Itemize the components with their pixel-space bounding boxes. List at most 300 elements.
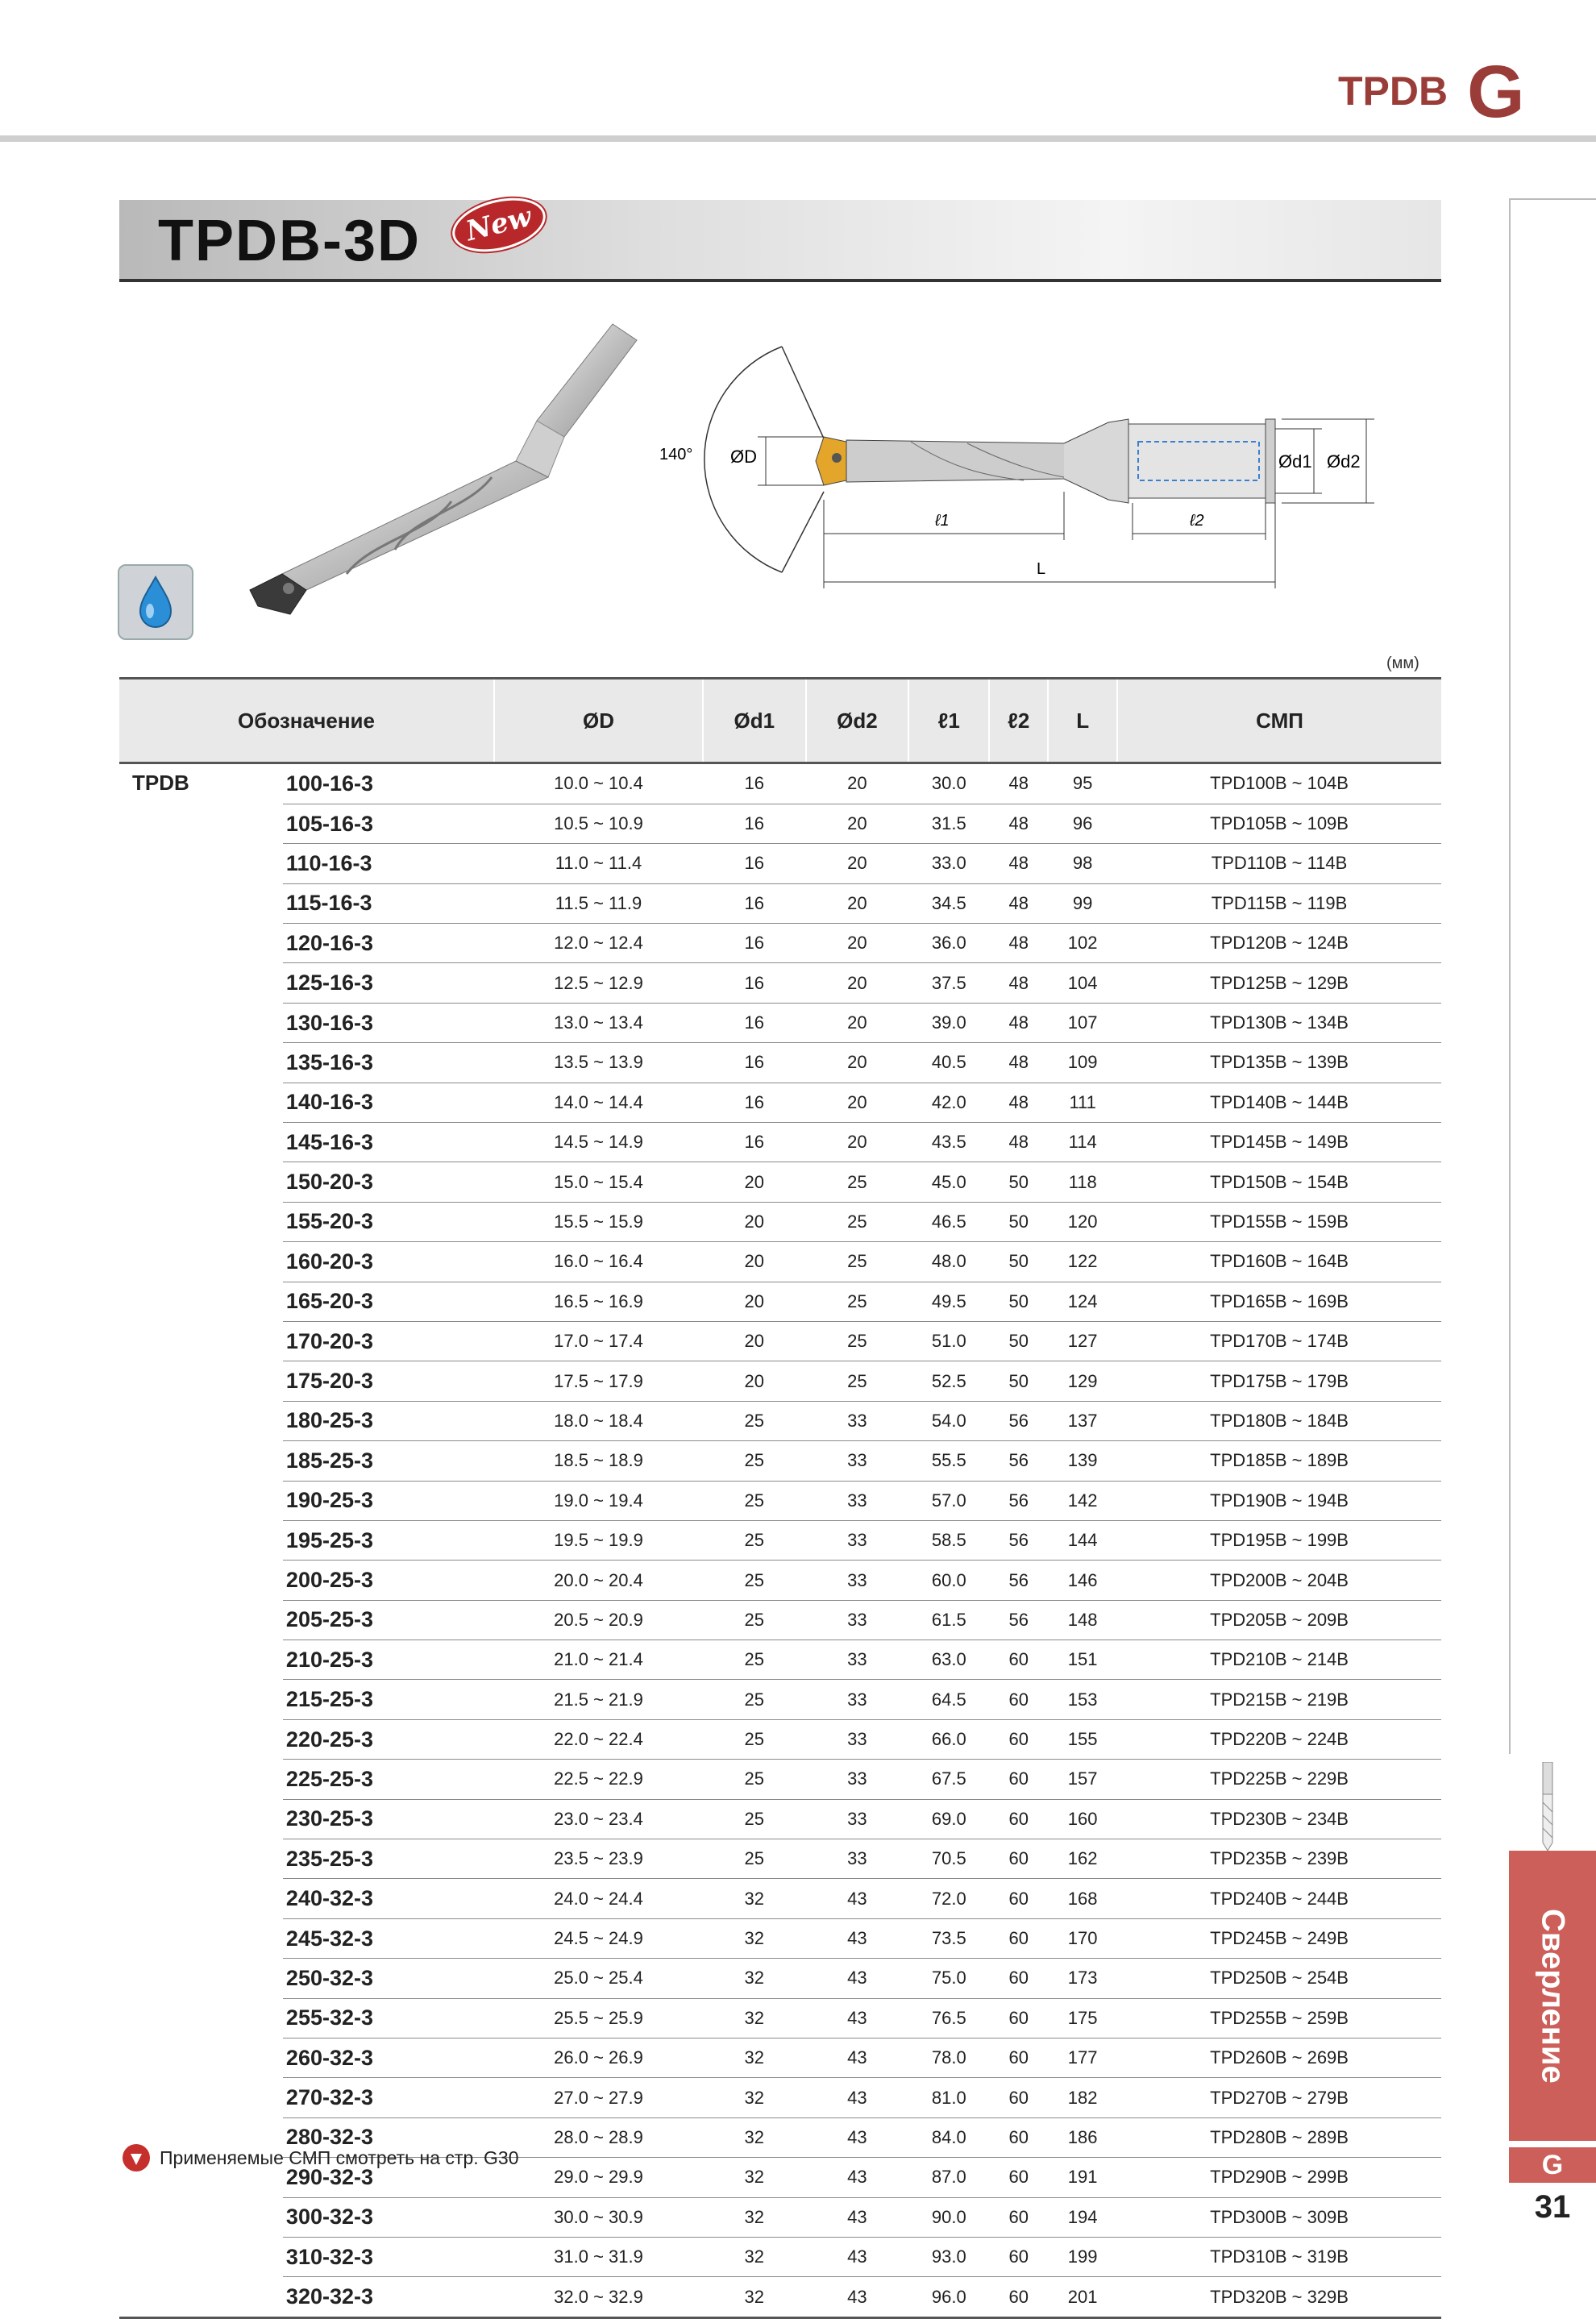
- cell-D: 23.5 ~ 23.9: [494, 1839, 703, 1879]
- cell-insert: TPD300B ~ 309B: [1117, 2197, 1441, 2237]
- table-row: [119, 1600, 1441, 1640]
- cell-l1: 66.0: [908, 1719, 989, 1759]
- cell-d2: 33: [806, 1441, 909, 1481]
- cell-L: 122: [1048, 1242, 1117, 1282]
- cell-D: 19.5 ~ 19.9: [494, 1520, 703, 1560]
- angle-label: 140°: [659, 446, 693, 463]
- cell-code: 220-25-3: [283, 1719, 494, 1759]
- cell-code: 115-16-3: [283, 883, 494, 923]
- cell-insert: TPD190B ~ 194B: [1117, 1481, 1441, 1520]
- cell-d2: 43: [806, 1879, 909, 1918]
- cell-code: 245-32-3: [283, 1918, 494, 1958]
- table-row: [119, 1640, 1441, 1680]
- dim-d2-label: Ød2: [1327, 451, 1361, 472]
- cell-d1: 32: [703, 2237, 806, 2276]
- cell-insert: TPD185B ~ 189B: [1117, 1441, 1441, 1481]
- cell-L: 139: [1048, 1441, 1117, 1481]
- cell-code: 280-32-3: [283, 2117, 494, 2157]
- cell-d2: 25: [806, 1321, 909, 1361]
- cell-insert: TPD290B ~ 299B: [1117, 2158, 1441, 2197]
- table-body: [119, 763, 1441, 2318]
- series-group-cell: [119, 1998, 283, 2038]
- cell-code: 300-32-3: [283, 2197, 494, 2237]
- header-section-letter: G: [1467, 51, 1525, 133]
- cell-l1: 49.5: [908, 1282, 989, 1321]
- dim-l2-label: ℓ2: [1190, 512, 1204, 530]
- cell-D: 10.5 ~ 10.9: [494, 804, 703, 843]
- series-group-cell: [119, 1680, 283, 1719]
- cell-code: 150-20-3: [283, 1162, 494, 1202]
- series-group-cell: [119, 963, 283, 1003]
- cell-code: 205-25-3: [283, 1600, 494, 1640]
- cell-d2: 33: [806, 1401, 909, 1440]
- series-group-cell: [119, 1520, 283, 1560]
- table-row: [119, 963, 1441, 1003]
- series-group-cell: [119, 1719, 283, 1759]
- cell-d2: 43: [806, 1998, 909, 2038]
- header-insert: СМП: [1117, 679, 1441, 763]
- cell-l1: 61.5: [908, 1600, 989, 1640]
- cell-l2: 48: [989, 844, 1048, 883]
- cell-l1: 84.0: [908, 2117, 989, 2157]
- series-group-cell: [119, 2237, 283, 2276]
- cell-l1: 64.5: [908, 1680, 989, 1719]
- cell-d2: 33: [806, 1719, 909, 1759]
- cell-l1: 39.0: [908, 1003, 989, 1042]
- header-series-code: TPDB: [1338, 69, 1448, 114]
- cell-insert: TPD120B ~ 124B: [1117, 924, 1441, 963]
- cell-d2: 20: [806, 963, 909, 1003]
- cell-l1: 40.5: [908, 1043, 989, 1083]
- cell-d1: 25: [703, 1760, 806, 1799]
- cell-d1: 25: [703, 1561, 806, 1600]
- series-group-cell: [119, 1481, 283, 1520]
- series-group-cell: [119, 1600, 283, 1640]
- cell-L: 96: [1048, 804, 1117, 843]
- dim-D-label: ØD: [730, 447, 757, 467]
- cell-L: 107: [1048, 1003, 1117, 1042]
- cell-l1: 34.5: [908, 883, 989, 923]
- cell-code: 125-16-3: [283, 963, 494, 1003]
- cell-l2: 48: [989, 804, 1048, 843]
- cell-L: 104: [1048, 963, 1117, 1003]
- cell-d2: 20: [806, 844, 909, 883]
- table-row: [119, 2277, 1441, 2318]
- cell-d1: 25: [703, 1839, 806, 1879]
- cell-code: 290-32-3: [283, 2158, 494, 2197]
- cell-d1: 16: [703, 1003, 806, 1042]
- cell-insert: TPD110B ~ 114B: [1117, 844, 1441, 883]
- cell-d1: 32: [703, 2078, 806, 2117]
- cell-insert: TPD270B ~ 279B: [1117, 2078, 1441, 2117]
- cell-d1: 32: [703, 1918, 806, 1958]
- cell-l1: 75.0: [908, 1959, 989, 1998]
- series-group-cell: [119, 1918, 283, 1958]
- table-row: [119, 1879, 1441, 1918]
- cell-d2: 20: [806, 763, 909, 804]
- cell-code: 130-16-3: [283, 1003, 494, 1042]
- cell-D: 15.5 ~ 15.9: [494, 1202, 703, 1241]
- cell-l2: 60: [989, 1640, 1048, 1680]
- series-group-cell: [119, 1043, 283, 1083]
- cell-l2: 60: [989, 1839, 1048, 1879]
- cell-l1: 90.0: [908, 2197, 989, 2237]
- cell-insert: TPD210B ~ 214B: [1117, 1640, 1441, 1680]
- cell-D: 12.5 ~ 12.9: [494, 963, 703, 1003]
- cell-code: 225-25-3: [283, 1760, 494, 1799]
- table-row: [119, 2078, 1441, 2117]
- series-group-cell: [119, 1242, 283, 1282]
- table-row: [119, 1162, 1441, 1202]
- cell-L: 201: [1048, 2277, 1117, 2318]
- table-row: [119, 844, 1441, 883]
- cell-insert: TPD245B ~ 249B: [1117, 1918, 1441, 1958]
- cell-code: 155-20-3: [283, 1202, 494, 1241]
- cell-code: 190-25-3: [283, 1481, 494, 1520]
- cell-d2: 33: [806, 1640, 909, 1680]
- cell-L: 186: [1048, 2117, 1117, 2157]
- cell-d1: 25: [703, 1441, 806, 1481]
- cell-l2: 48: [989, 924, 1048, 963]
- cell-code: 120-16-3: [283, 924, 494, 963]
- drill-bit-icon: [1532, 1762, 1564, 1851]
- table-row: [119, 1680, 1441, 1719]
- cell-d2: 43: [806, 2078, 909, 2117]
- cell-d2: 33: [806, 1839, 909, 1879]
- cell-l1: 45.0: [908, 1162, 989, 1202]
- cell-l1: 60.0: [908, 1561, 989, 1600]
- cell-d1: 32: [703, 2038, 806, 2078]
- cell-insert: TPD195B ~ 199B: [1117, 1520, 1441, 1560]
- cell-L: 182: [1048, 2078, 1117, 2117]
- cell-L: 173: [1048, 1959, 1117, 1998]
- cell-l2: 50: [989, 1282, 1048, 1321]
- series-group-cell: [119, 1640, 283, 1680]
- cell-L: 153: [1048, 1680, 1117, 1719]
- cell-L: 98: [1048, 844, 1117, 883]
- cell-d2: 43: [806, 1918, 909, 1958]
- cell-l1: 69.0: [908, 1799, 989, 1839]
- cell-l2: 56: [989, 1441, 1048, 1481]
- table-row: [119, 1043, 1441, 1083]
- cell-insert: TPD255B ~ 259B: [1117, 1998, 1441, 2038]
- cell-d1: 16: [703, 1043, 806, 1083]
- header-D: ØD: [494, 679, 703, 763]
- title-underline: [119, 279, 1441, 282]
- series-group-cell: [119, 1282, 283, 1321]
- series-group-cell: [119, 1839, 283, 1879]
- spec-table: [119, 677, 1441, 2319]
- cell-l2: 48: [989, 963, 1048, 1003]
- series-group-cell: [119, 844, 283, 883]
- cell-l1: 73.5: [908, 1918, 989, 1958]
- cell-D: 21.5 ~ 21.9: [494, 1680, 703, 1719]
- table-row: [119, 1242, 1441, 1282]
- table-row: [119, 804, 1441, 843]
- cell-l1: 58.5: [908, 1520, 989, 1560]
- table-row: [119, 1083, 1441, 1122]
- cell-d2: 43: [806, 2117, 909, 2157]
- cell-l1: 96.0: [908, 2277, 989, 2318]
- cell-d2: 20: [806, 1003, 909, 1042]
- series-group-cell: [119, 1361, 283, 1401]
- table-row: [119, 1998, 1441, 2038]
- cell-insert: TPD220B ~ 224B: [1117, 1719, 1441, 1759]
- cell-d2: 33: [806, 1799, 909, 1839]
- cell-d1: 25: [703, 1719, 806, 1759]
- cell-code: 215-25-3: [283, 1680, 494, 1719]
- cell-insert: TPD150B ~ 154B: [1117, 1162, 1441, 1202]
- cell-insert: TPD250B ~ 254B: [1117, 1959, 1441, 1998]
- header-l2: ℓ2: [989, 679, 1048, 763]
- cell-code: 180-25-3: [283, 1401, 494, 1440]
- table-row: [119, 2038, 1441, 2078]
- cell-d2: 33: [806, 1561, 909, 1600]
- cell-d2: 43: [806, 1959, 909, 1998]
- table-row: [119, 1520, 1441, 1560]
- cell-L: 144: [1048, 1520, 1117, 1560]
- cell-insert: TPD235B ~ 239B: [1117, 1839, 1441, 1879]
- cell-d1: 20: [703, 1162, 806, 1202]
- table-row: [119, 1799, 1441, 1839]
- cell-D: 18.5 ~ 18.9: [494, 1441, 703, 1481]
- cell-D: 26.0 ~ 26.9: [494, 2038, 703, 2078]
- product-title: TPDB-3D: [158, 209, 422, 273]
- cell-l2: 60: [989, 2038, 1048, 2078]
- cell-L: 175: [1048, 1998, 1117, 2038]
- cell-D: 22.0 ~ 22.4: [494, 1719, 703, 1759]
- cell-l2: 50: [989, 1321, 1048, 1361]
- cell-l2: 48: [989, 883, 1048, 923]
- cell-l1: 57.0: [908, 1481, 989, 1520]
- cell-insert: TPD180B ~ 184B: [1117, 1401, 1441, 1440]
- cell-d2: 20: [806, 804, 909, 843]
- cell-d2: 33: [806, 1520, 909, 1560]
- cell-l1: 48.0: [908, 1242, 989, 1282]
- cell-L: 95: [1048, 763, 1117, 804]
- cell-d1: 32: [703, 2277, 806, 2318]
- series-group-cell: [119, 1401, 283, 1440]
- cell-code: 230-25-3: [283, 1799, 494, 1839]
- cell-D: 20.0 ~ 20.4: [494, 1561, 703, 1600]
- cell-D: 24.0 ~ 24.4: [494, 1879, 703, 1918]
- cell-D: 11.5 ~ 11.9: [494, 883, 703, 923]
- cell-l2: 60: [989, 1719, 1048, 1759]
- cell-l2: 60: [989, 2277, 1048, 2318]
- table-row: [119, 1839, 1441, 1879]
- cell-l1: 76.5: [908, 1998, 989, 2038]
- cell-D: 16.5 ~ 16.9: [494, 1282, 703, 1321]
- cell-d1: 16: [703, 924, 806, 963]
- cell-code: 165-20-3: [283, 1282, 494, 1321]
- table-row: [119, 1003, 1441, 1042]
- cell-insert: TPD280B ~ 289B: [1117, 2117, 1441, 2157]
- cell-l1: 93.0: [908, 2237, 989, 2276]
- cell-L: 194: [1048, 2197, 1117, 2237]
- footnote: Применяемые СМП смотреть на стр. G30: [160, 2147, 519, 2168]
- cell-d1: 32: [703, 2158, 806, 2197]
- series-group-cell: [119, 1760, 283, 1799]
- cell-d2: 43: [806, 2158, 909, 2197]
- coolant-icon-box: [118, 564, 193, 640]
- series-group-cell: [119, 1202, 283, 1241]
- cell-D: 25.0 ~ 25.4: [494, 1959, 703, 1998]
- cell-L: 168: [1048, 1879, 1117, 1918]
- cell-code: 105-16-3: [283, 804, 494, 843]
- cell-L: 162: [1048, 1839, 1117, 1879]
- cell-d1: 20: [703, 1321, 806, 1361]
- cell-d2: 20: [806, 1083, 909, 1122]
- table-row: [119, 1719, 1441, 1759]
- cell-l2: 60: [989, 2237, 1048, 2276]
- cell-d2: 33: [806, 1481, 909, 1520]
- cell-code: 210-25-3: [283, 1640, 494, 1680]
- water-drop-icon: [119, 566, 192, 638]
- cell-insert: TPD200B ~ 204B: [1117, 1561, 1441, 1600]
- cell-d1: 16: [703, 963, 806, 1003]
- cell-D: 29.0 ~ 29.9: [494, 2158, 703, 2197]
- table-row: [119, 1202, 1441, 1241]
- cell-d1: 20: [703, 1361, 806, 1401]
- cell-code: 195-25-3: [283, 1520, 494, 1560]
- header-L: L: [1048, 679, 1117, 763]
- cell-d1: 16: [703, 844, 806, 883]
- cell-D: 10.0 ~ 10.4: [494, 763, 703, 804]
- cell-d1: 25: [703, 1520, 806, 1560]
- cell-code: 110-16-3: [283, 844, 494, 883]
- cell-D: 21.0 ~ 21.4: [494, 1640, 703, 1680]
- cell-l1: 30.0: [908, 763, 989, 804]
- cell-l2: 56: [989, 1520, 1048, 1560]
- cell-code: 255-32-3: [283, 1998, 494, 2038]
- cell-d1: 20: [703, 1282, 806, 1321]
- cell-d2: 25: [806, 1162, 909, 1202]
- cell-insert: TPD135B ~ 139B: [1117, 1043, 1441, 1083]
- cell-l2: 48: [989, 1003, 1048, 1042]
- cell-l2: 48: [989, 763, 1048, 804]
- cell-l1: 54.0: [908, 1401, 989, 1440]
- cell-d2: 20: [806, 1043, 909, 1083]
- cell-insert: TPD145B ~ 149B: [1117, 1123, 1441, 1162]
- cell-d2: 43: [806, 2038, 909, 2078]
- cell-L: 118: [1048, 1162, 1117, 1202]
- cell-insert: TPD130B ~ 134B: [1117, 1003, 1441, 1042]
- cell-D: 24.5 ~ 24.9: [494, 1918, 703, 1958]
- cell-L: 199: [1048, 2237, 1117, 2276]
- cell-L: 148: [1048, 1600, 1117, 1640]
- cell-code: 235-25-3: [283, 1839, 494, 1879]
- cell-code: 270-32-3: [283, 2078, 494, 2117]
- cell-L: 99: [1048, 883, 1117, 923]
- cell-l2: 60: [989, 1959, 1048, 1998]
- cell-insert: TPD310B ~ 319B: [1117, 2237, 1441, 2276]
- cell-l2: 60: [989, 2197, 1048, 2237]
- cell-l2: 60: [989, 2158, 1048, 2197]
- cell-L: 124: [1048, 1282, 1117, 1321]
- cell-d1: 32: [703, 1879, 806, 1918]
- cell-l1: 67.5: [908, 1760, 989, 1799]
- unit-label: (мм): [1386, 655, 1419, 672]
- cell-code: 240-32-3: [283, 1879, 494, 1918]
- cell-L: 146: [1048, 1561, 1117, 1600]
- cell-L: 109: [1048, 1043, 1117, 1083]
- cell-D: 13.0 ~ 13.4: [494, 1003, 703, 1042]
- header-l1: ℓ1: [908, 679, 989, 763]
- cell-l1: 78.0: [908, 2038, 989, 2078]
- cell-D: 13.5 ~ 13.9: [494, 1043, 703, 1083]
- series-group-cell: [119, 1123, 283, 1162]
- table-row: [119, 2197, 1441, 2237]
- cell-L: 191: [1048, 2158, 1117, 2197]
- cell-d2: 20: [806, 883, 909, 923]
- table-row: [119, 883, 1441, 923]
- cell-L: 129: [1048, 1361, 1117, 1401]
- table-row: [119, 924, 1441, 963]
- cell-insert: TPD260B ~ 269B: [1117, 2038, 1441, 2078]
- cell-d1: 32: [703, 1998, 806, 2038]
- series-group-cell: [119, 1799, 283, 1839]
- cell-d1: 32: [703, 1959, 806, 1998]
- cell-insert: TPD160B ~ 164B: [1117, 1242, 1441, 1282]
- cell-insert: TPD225B ~ 229B: [1117, 1760, 1441, 1799]
- series-group-cell: [119, 1561, 283, 1600]
- cell-code: 175-20-3: [283, 1361, 494, 1401]
- cell-d1: 16: [703, 883, 806, 923]
- cell-code: 200-25-3: [283, 1561, 494, 1600]
- cell-L: 137: [1048, 1401, 1117, 1440]
- cell-D: 14.0 ~ 14.4: [494, 1083, 703, 1122]
- cell-l1: 43.5: [908, 1123, 989, 1162]
- header-divider: [0, 135, 1596, 142]
- cell-code: 140-16-3: [283, 1083, 494, 1122]
- cell-D: 27.0 ~ 27.9: [494, 2078, 703, 2117]
- cell-l2: 50: [989, 1242, 1048, 1282]
- table-row: [119, 1361, 1441, 1401]
- series-group-cell: [119, 1083, 283, 1122]
- series-group-cell: [119, 1003, 283, 1042]
- cell-L: 157: [1048, 1760, 1117, 1799]
- cell-code: 310-32-3: [283, 2237, 494, 2276]
- cell-D: 11.0 ~ 11.4: [494, 844, 703, 883]
- header-d1: Ød1: [703, 679, 806, 763]
- cell-L: 155: [1048, 1719, 1117, 1759]
- cell-d1: 25: [703, 1600, 806, 1640]
- cell-l2: 56: [989, 1561, 1048, 1600]
- cell-D: 14.5 ~ 14.9: [494, 1123, 703, 1162]
- cell-insert: TPD215B ~ 219B: [1117, 1680, 1441, 1719]
- table-row: [119, 1441, 1441, 1481]
- cell-d2: 25: [806, 1242, 909, 1282]
- table-header-row: [119, 679, 1441, 763]
- dim-l1-label: ℓ1: [935, 512, 950, 530]
- cell-L: 120: [1048, 1202, 1117, 1241]
- table-row: [119, 1918, 1441, 1958]
- series-group-cell: [119, 804, 283, 843]
- cell-D: 28.0 ~ 28.9: [494, 2117, 703, 2157]
- cell-D: 23.0 ~ 23.4: [494, 1799, 703, 1839]
- cell-l2: 60: [989, 2078, 1048, 2117]
- table-row: [119, 1561, 1441, 1600]
- cell-D: 32.0 ~ 32.9: [494, 2277, 703, 2318]
- series-group-cell: [119, 1879, 283, 1918]
- cell-code: 250-32-3: [283, 1959, 494, 1998]
- series-group-cell: [119, 1959, 283, 1998]
- cell-l1: 81.0: [908, 2078, 989, 2117]
- cell-d2: 43: [806, 2277, 909, 2318]
- cell-code: 135-16-3: [283, 1043, 494, 1083]
- table-row: [119, 1401, 1441, 1440]
- cell-insert: TPD115B ~ 119B: [1117, 883, 1441, 923]
